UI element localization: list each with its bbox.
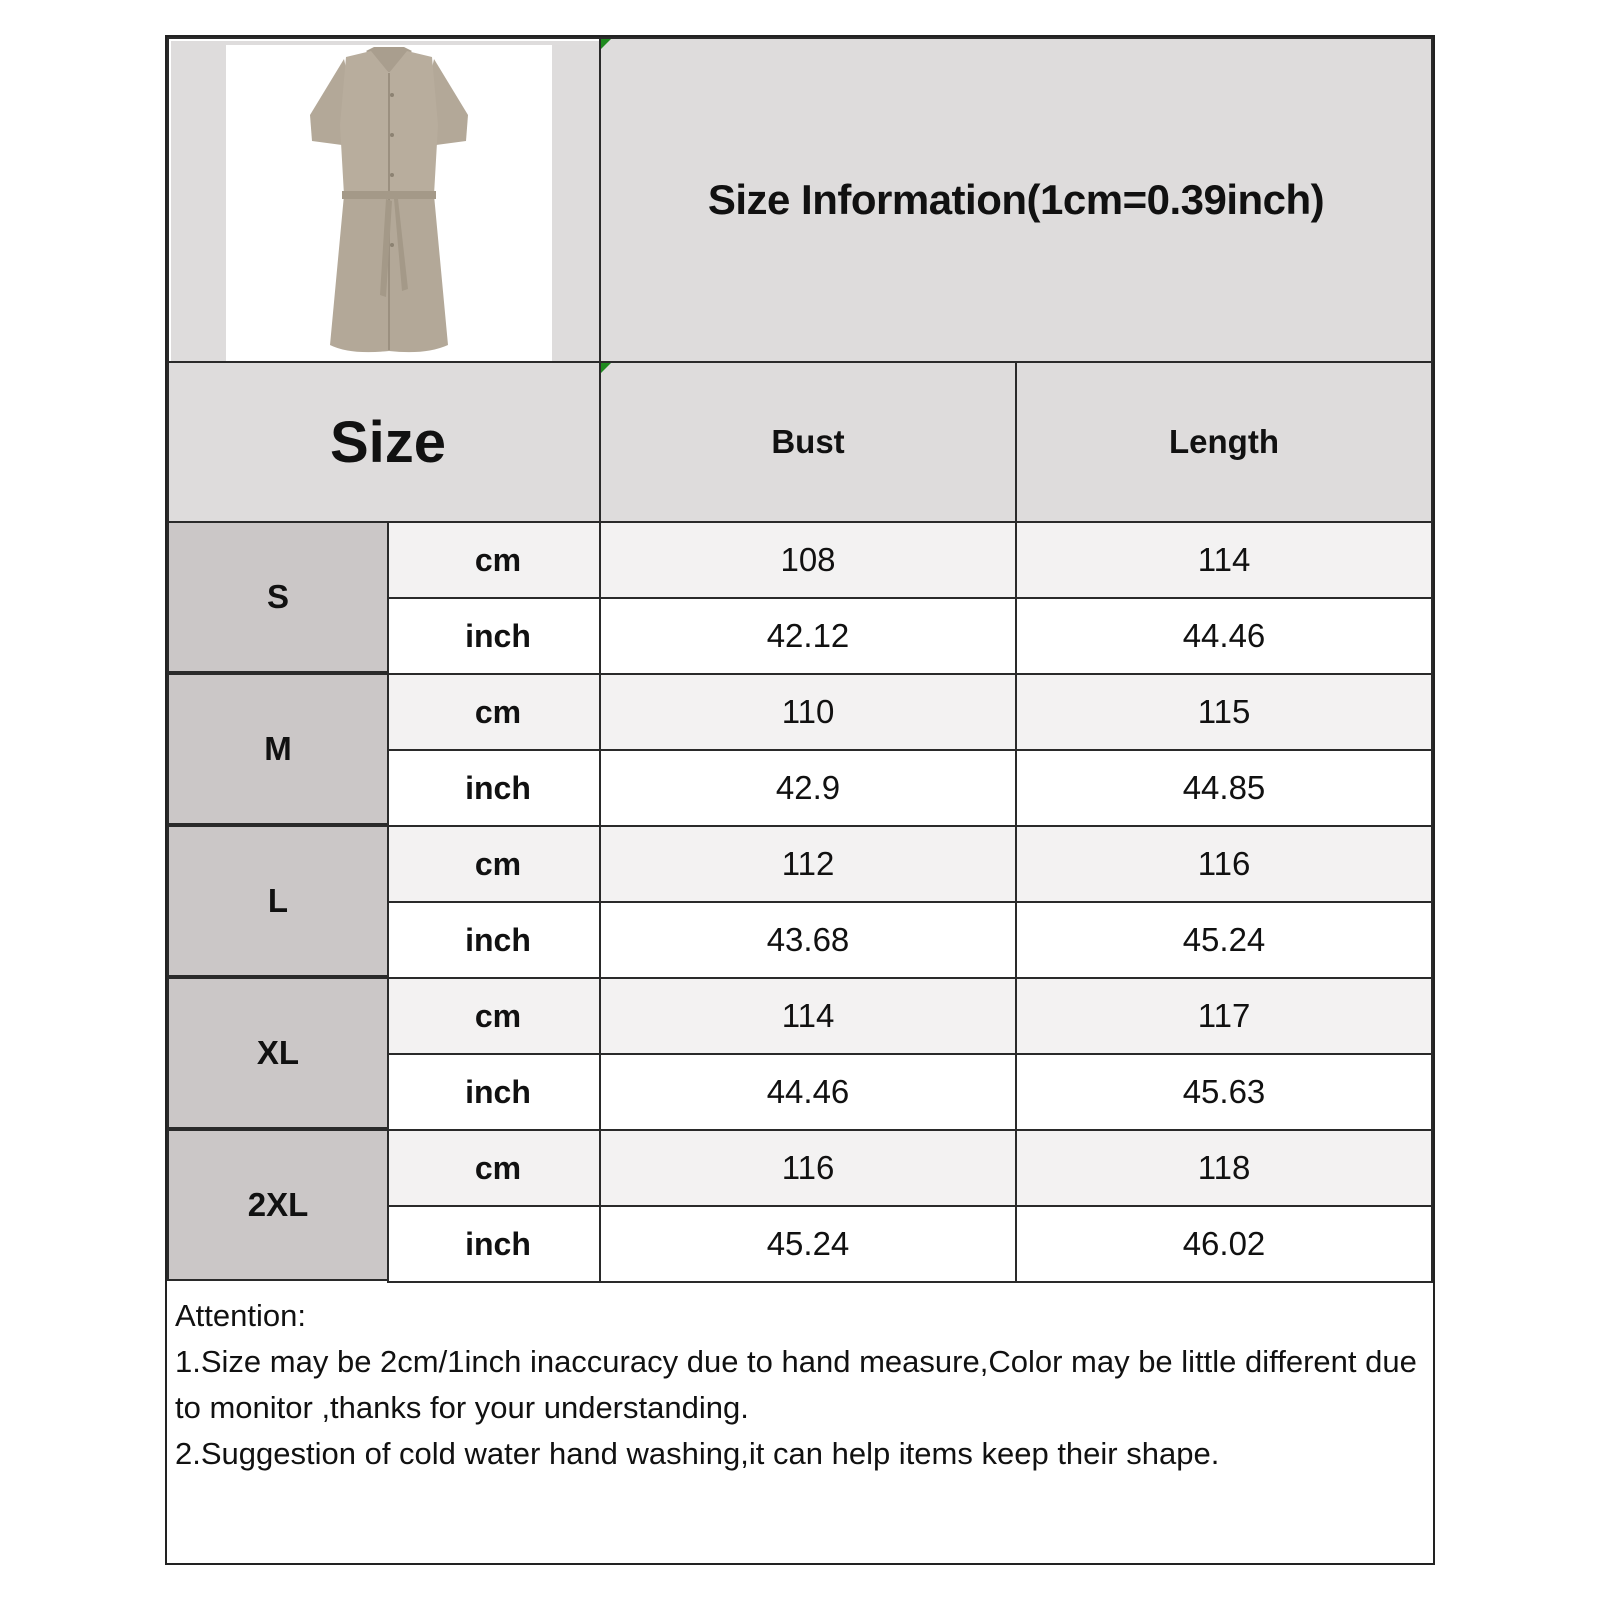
bust-header-cell [599, 361, 1017, 523]
bust-value: 112 [781, 845, 835, 882]
table-cell [599, 1053, 1017, 1131]
bust-value: 45.24 [766, 1225, 850, 1262]
length-header-cell [1015, 361, 1433, 523]
unit-label: cm [474, 541, 522, 578]
bust-value: 42.12 [766, 617, 850, 654]
size-cell [167, 977, 389, 1129]
size-chart [165, 35, 1435, 1565]
bust-value: 42.9 [775, 769, 841, 806]
bust-value: 110 [781, 693, 835, 730]
table-cell [1015, 673, 1433, 751]
page-title: Size Information(1cm=0.39inch) [707, 176, 1325, 223]
table-cell [387, 1053, 609, 1131]
table-cell [387, 597, 609, 675]
length-value: 114 [1197, 541, 1251, 578]
length-value: 44.85 [1182, 769, 1266, 806]
size-label: M [264, 730, 292, 767]
table-cell [387, 977, 609, 1055]
table-cell [387, 749, 609, 827]
attention-notes [167, 1287, 1433, 1563]
size-label: S [266, 578, 289, 615]
photo-cell [167, 37, 609, 363]
table-cell [387, 825, 609, 903]
table-cell [387, 1205, 609, 1283]
size-label: 2XL [247, 1186, 309, 1223]
table-cell [599, 521, 1017, 599]
table-cell [387, 521, 609, 599]
size-label: L [267, 882, 289, 919]
size-header-cell [167, 361, 609, 523]
unit-label: inch [465, 769, 531, 806]
length-value: 45.24 [1182, 921, 1266, 958]
notes-heading: Attention: [175, 1298, 306, 1333]
unit-label: cm [474, 1149, 522, 1186]
bust-value: 43.68 [766, 921, 850, 958]
table-cell [387, 901, 609, 979]
unit-label: inch [465, 617, 531, 654]
length-value: 46.02 [1182, 1225, 1266, 1262]
table-cell [599, 977, 1017, 1055]
product-photo [226, 45, 552, 361]
notes-line-2: 2.Suggestion of cold water hand washing,it can help items keep their shape. [175, 1436, 1220, 1471]
table-cell [1015, 1129, 1433, 1207]
size-cell [167, 673, 389, 825]
table-cell [599, 1129, 1017, 1207]
bust-value: 44.46 [766, 1073, 850, 1110]
length-value: 115 [1197, 693, 1251, 730]
title-cell [599, 37, 1433, 363]
bust-header: Bust [771, 423, 845, 460]
bust-value: 116 [781, 1149, 835, 1186]
length-value: 45.63 [1182, 1073, 1266, 1110]
table-cell [1015, 749, 1433, 827]
table-cell [599, 901, 1017, 979]
length-value: 118 [1197, 1149, 1251, 1186]
table-cell [1015, 901, 1433, 979]
table-cell [599, 673, 1017, 751]
size-cell [167, 825, 389, 977]
size-label: XL [256, 1034, 300, 1071]
length-value: 117 [1197, 997, 1251, 1034]
notes-line-1: 1.Size may be 2cm/1inch inaccuracy due to hand measure,Color may be little different due to monitor ,thanks for your understanding. [175, 1344, 1417, 1425]
table-cell [599, 825, 1017, 903]
table-cell [387, 673, 609, 751]
unit-label: inch [465, 921, 531, 958]
size-header: Size [329, 409, 447, 475]
unit-label: inch [465, 1225, 531, 1262]
length-value: 116 [1197, 845, 1251, 882]
cell-marker [601, 39, 611, 49]
unit-label: cm [474, 845, 522, 882]
table-cell [599, 1205, 1017, 1283]
cell-marker [601, 363, 611, 373]
table-cell [1015, 1053, 1433, 1131]
unit-label: cm [474, 693, 522, 730]
table-cell [387, 1129, 609, 1207]
table-cell [1015, 825, 1433, 903]
bust-value: 108 [780, 541, 836, 578]
table-cell [1015, 521, 1433, 599]
bust-value: 114 [781, 997, 835, 1034]
table-cell [1015, 1205, 1433, 1283]
table-cell [1015, 597, 1433, 675]
table-cell [599, 749, 1017, 827]
photo-frame [171, 41, 607, 361]
unit-label: cm [474, 997, 522, 1034]
length-value: 44.46 [1182, 617, 1266, 654]
table-cell [1015, 977, 1433, 1055]
length-header: Length [1169, 423, 1279, 460]
table-cell [599, 597, 1017, 675]
unit-label: inch [465, 1073, 531, 1110]
dress-image [226, 45, 552, 361]
size-cell [167, 521, 389, 673]
size-cell [167, 1129, 389, 1281]
